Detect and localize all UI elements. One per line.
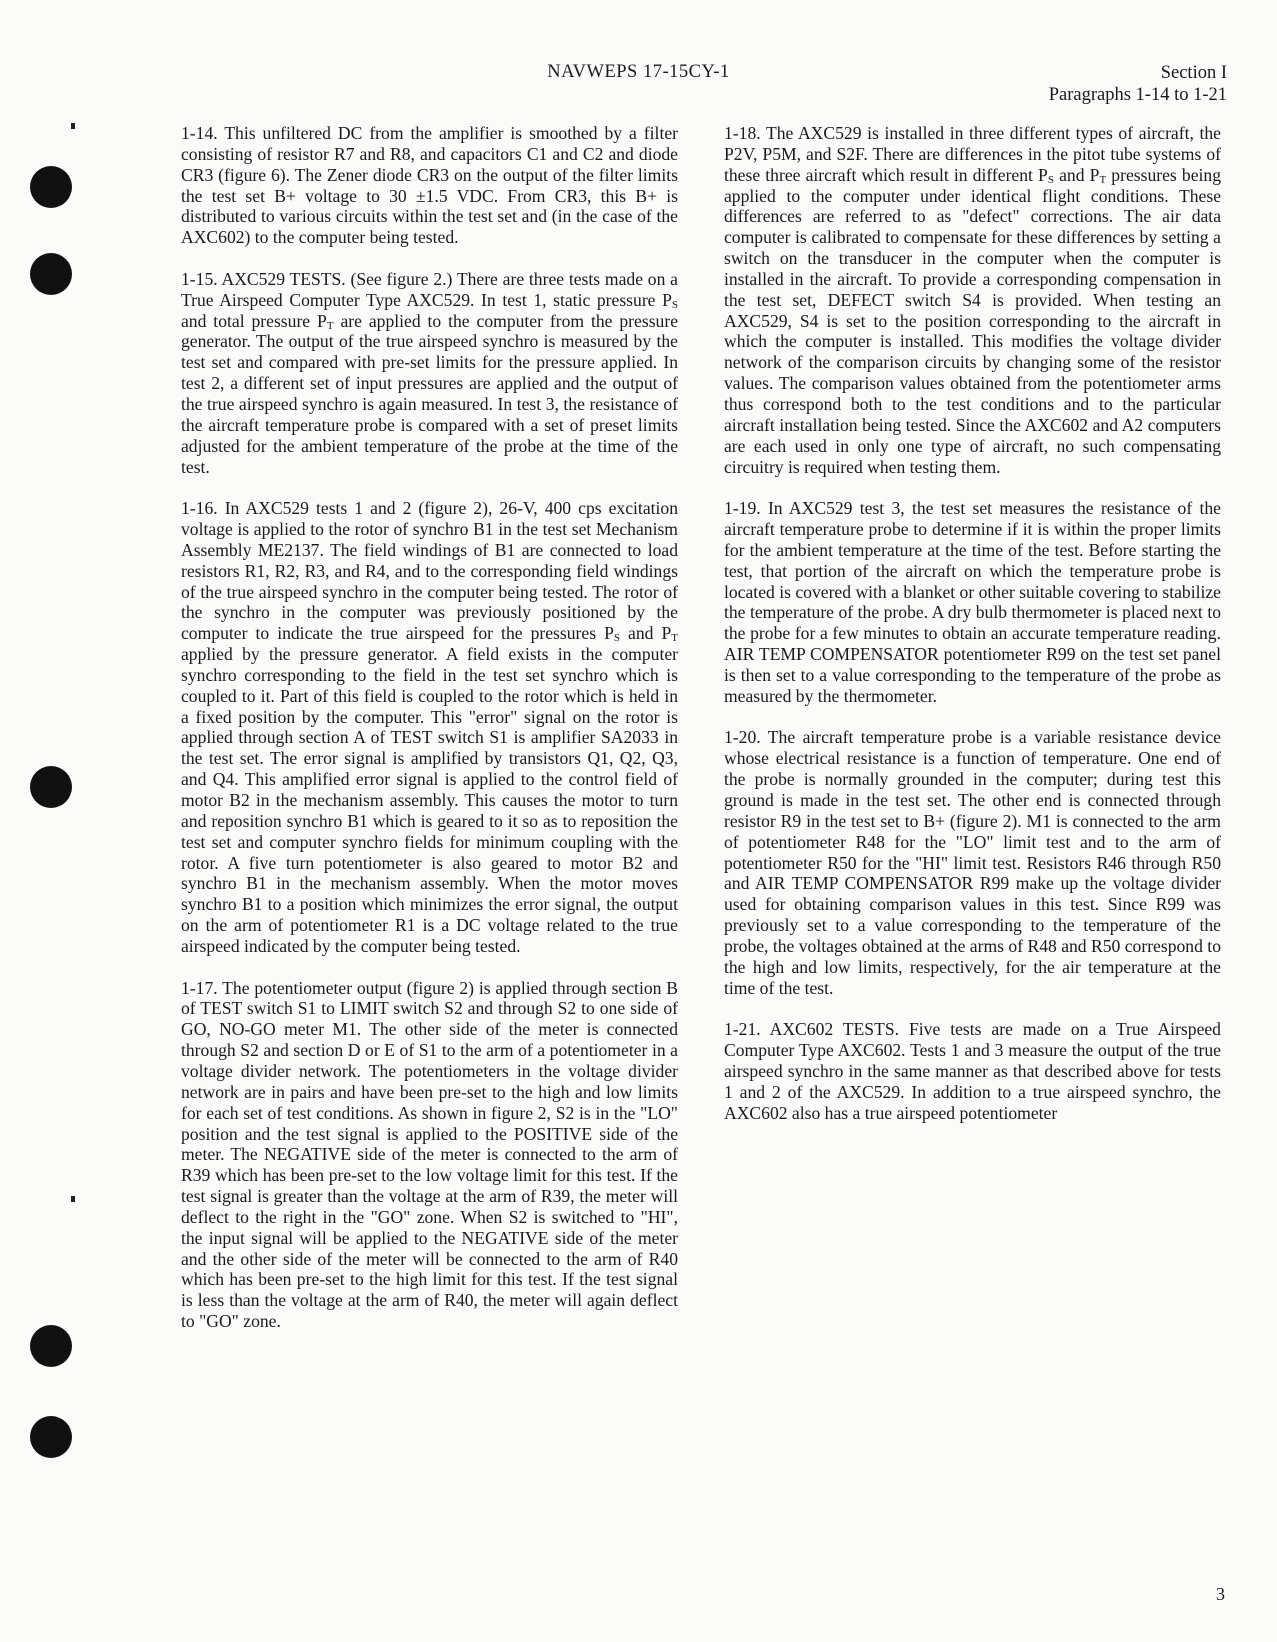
- paragraph-1-21: [724, 1019, 1221, 1123]
- paragraph-text: The potentiometer output (figure 2) is applied through section B of TEST switch S1 to LIMIT switch S2 and through S2 to one side of GO, NO-GO meter M1. The other side of the meter is connected through S2 and section D or E of S1 to the arm of a potentiometer in a voltage divider network. The potentiometers in the voltage divider network are in pairs and have been pre-set to the high and low limits for each set of test conditions. As shown in figure 2, S2 is in the "LO" position and the test signal is applied to the POSITIVE side of the meter. The NEGATIVE side of the meter is connected to the arm of R39 which has been pre-set to the low voltage limit for this test. If the test signal is greater than the voltage at the arm of R39, the meter will deflect to the right in the "GO" zone. When S2 is switched to "HI", the input signal will be applied to the NEGATIVE side of the meter and the other side of the meter will be connected to the arm of R40 which has been pre-set to the high limit for this test. If the test signal is less than the voltage at the arm of R40, the meter will again deflect to "GO" zone.: [181, 977, 678, 1332]
- paragraph-text: AXC529 TESTS. (See figure 2.) There are three tests made on a True Airspeed Computer Type AXC529. In test 1, static pressure $P_S$ and total pressure $P_T$ are applied to the computer from the pressure generator. The output of the true airspeed synchro is measured by the test set and compared with pre-set limits for the pressure applied. In test 2, a different set of input pressures are applied and the output of the true airspeed synchro is again measured. In test 3, the resistance of the aircraft temperature probe is compared with a set of preset limits adjusted for the ambient temperature of the probe at the time of the test.: [181, 268, 678, 477]
- paragraph-1-16: [181, 498, 678, 957]
- paragraph-text: AXC602 TESTS. Five tests are made on a True Airspeed Computer Type AXC602. Tests 1 and 3 measure the output of the true airspeed synchro in the same manner as that described above for tests 1 and 2 of the AXC529. In addition to a true airspeed synchro, the AXC602 also has a true airspeed potentiometer: [724, 1019, 1221, 1123]
- punch-hole: [30, 166, 72, 208]
- paragraph-text: The aircraft temperature probe is a variable resistance device whose electrical resistance is a function of temperature. One end of the probe is normally grounded in the computer; during test this ground is made in the test set. The other end is connected through resistor R9 in the test set to B+ (figure 2). M1 is connected to the arm of potentiometer R48 for the "LO" limit test and to the arm of potentiometer R50 for the "HI" limit test. Resistors R46 through R50 and AIR TEMP COMPENSATOR R99 make up the voltage divider used for obtaining comparison values in this test. Since R99 was previously set to a value corresponding to the temperature of the probe, the voltages obtained at the arms of R48 and R50 correspond to the high and low limits, respectively, for the air temperature at the time of the test.: [724, 727, 1221, 998]
- paragraph-text: This unfiltered DC from the amplifier is smoothed by a filter consisting of resistor R7 and R8, and capacitors C1 and C2 and diode CR3 (figure 6). The Zener diode CR3 on the output of the filter limits the test set B+ voltage to 30 ±1.5 VDC. From CR3, this B+ is distributed to various circuits within the test set and (in the case of the AXC602) to the computer being tested.: [181, 123, 678, 248]
- paragraph-number: 1-19.: [724, 498, 761, 519]
- paragraph-1-14: [181, 123, 678, 248]
- subscript: T: [326, 319, 334, 332]
- subscript: S: [613, 632, 620, 645]
- paragraph-1-17: [181, 978, 678, 1332]
- paragraph-1-15: [181, 269, 678, 477]
- margin-mark: [71, 1196, 75, 1202]
- paragraph-number: 1-17.: [181, 977, 218, 998]
- header-doc-number: NAVWEPS 17-15CY-1: [547, 62, 730, 82]
- header-section-info: [1049, 62, 1227, 106]
- punch-hole: [30, 253, 72, 295]
- paragraph-text: The AXC529 is installed in three different types of aircraft, the P2V, P5M, and S2F. There are differences in the pitot tube systems of these three aircraft which result in different $P_S$ and $P_T$ pressures being applied to the computer under identical flight conditions. These differences are referred to as "defect" corrections. The air data computer is calibrated to compensate for these differences by setting a switch on the transducer in the computer when the computer is installed in the aircraft. To provide a corresponding compensation in the test set, DEFECT switch S4 is provided. When testing an AXC529, S4 is set to the position corresponding to the aircraft in which the computer is installed. This modifies the voltage divider network of the comparison circuits by changing some of the resistor values. The comparison values obtained from the potentiometer arms thus correspond both to the test conditions and to the particular aircraft installation being tested. Since the AXC602 and A2 computers are each used in only one type of aircraft, no such compensating circuitry is required when testing them.: [724, 123, 1222, 477]
- punch-hole: [30, 766, 72, 808]
- paragraph-1-18: [724, 123, 1221, 477]
- page-number: 3: [1216, 1584, 1225, 1604]
- subscript: S: [1047, 173, 1054, 186]
- paragraph-text: In AXC529 test 3, the test set measures the resistance of the aircraft temperature probe to determine if it is within the proper limits for the ambient temperature at the time of the test. Before starting the test, that portion of the aircraft on which the temperature probe is located is covered with a blanket or other suitable covering to stabilize the temperature of the probe. A dry bulb thermometer is placed next to the probe for a few minutes to obtain an accurate temperature reading. AIR TEMP COMPENSATOR potentiometer R99 on the test set panel is then set to a value corresponding to the temperature of the probe as measured by the thermometer.: [724, 498, 1221, 706]
- paragraph-number: 1-14.: [181, 123, 218, 143]
- header-paragraph-range: Paragraphs 1-14 to 1-21: [1048, 85, 1227, 105]
- subscript: T: [1099, 173, 1107, 186]
- paragraph-number: 1-21.: [724, 1019, 761, 1040]
- left-column: [181, 123, 678, 1353]
- header-section: Section I: [1160, 63, 1227, 83]
- paragraph-number: 1-20.: [724, 727, 761, 748]
- margin-mark: [71, 123, 75, 129]
- right-column: [724, 123, 1221, 1144]
- punch-hole: [30, 1416, 72, 1458]
- paragraph-number: 1-15.: [181, 268, 218, 289]
- paragraph-text: In AXC529 tests 1 and 2 (figure 2), 26-V, 400 cps excitation voltage is applied to the rotor of synchro B1 in the test set Mechanism Assembly ME2137. The field windings of B1 are connected to load resistors R1, R2, R3, and R4, and to the corresponding field windings of the true airspeed synchro in the computer being tested. The rotor of the synchro in the computer was previously positioned by the computer to indicate the true airspeed for the pressures $P_S$ and $P_T$ applied by the pressure generator. A field exists in the computer synchro corresponding to the field in the test set synchro which is coupled to it. Part of this field is coupled to the rotor which is held in a fixed position by the computer. This "error" signal on the rotor is applied through section A of TEST switch S1 is amplifier SA2033 in the test set. The error signal is amplified by transistors Q1, Q2, Q3, and Q4. This amplified error signal is applied to the control field of motor B2 in the mechanism assembly. This causes the motor to turn and reposition synchro B1 which is geared to it so as to reposition the test set and computer synchro fields for minimum coupling with the rotor. A five turn potentiometer is also geared to motor B2 and synchro B1 in the mechanism assembly. When the motor moves synchro B1 to a position which minimizes the error signal, the output on the arm of potentiometer R1 is a DC voltage related to the true airspeed indicated by the computer being tested.: [181, 498, 678, 956]
- paragraph-1-20: [724, 727, 1221, 998]
- subscript: S: [671, 298, 678, 311]
- subscript: T: [671, 632, 678, 645]
- paragraph-1-19: [724, 498, 1221, 706]
- paragraph-number: 1-16.: [181, 498, 218, 519]
- punch-hole: [30, 1325, 72, 1367]
- paragraph-number: 1-18.: [724, 123, 761, 143]
